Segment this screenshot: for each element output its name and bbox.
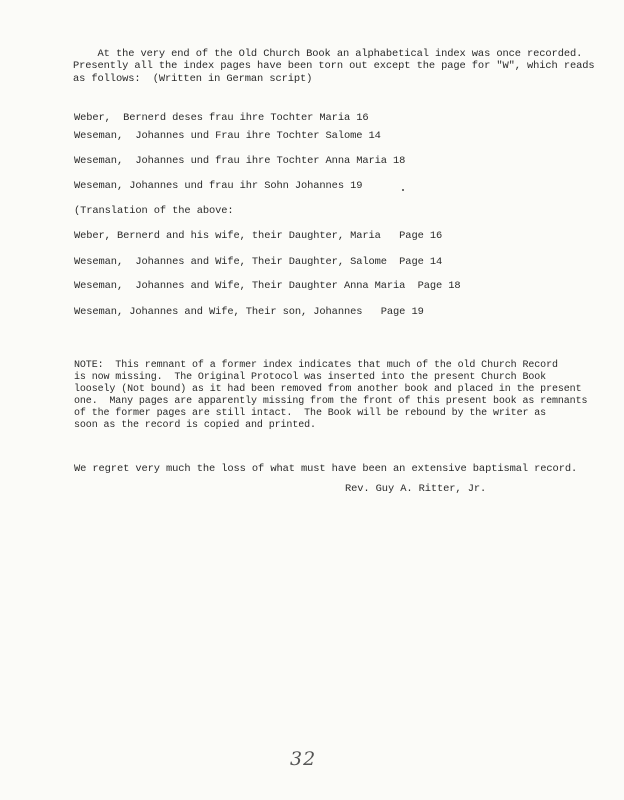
stray-mark bbox=[402, 189, 404, 191]
english-entry-johannes: Weseman, Johannes and Wife, Their son, Johannes Page 19 bbox=[74, 306, 424, 318]
page-number: 32 bbox=[290, 748, 317, 770]
german-entry-anna-maria: Weseman, Johannes und frau ihre Tochter Anna Maria 18 bbox=[74, 155, 406, 167]
translation-heading: (Translation of the above: bbox=[74, 205, 234, 217]
english-entry-weber: Weber, Bernerd and his wife, their Daughter, Maria Page 16 bbox=[74, 230, 443, 242]
intro-line-2: Presently all the index pages have been torn out except the page for "W", which reads bbox=[73, 60, 595, 72]
note-line-3: loosely (Not bound) as it had been removed from another book and placed in the present bbox=[74, 384, 582, 395]
regret-statement: We regret very much the loss of what must have been an extensive baptismal record. bbox=[74, 463, 578, 475]
intro-line-3: as follows: (Written in German script) bbox=[73, 73, 313, 85]
intro-line-1: At the very end of the Old Church Book an alphabetical index was once recorded. bbox=[73, 48, 583, 60]
signature: Rev. Guy A. Ritter, Jr. bbox=[345, 483, 487, 495]
english-entry-anna-maria: Weseman, Johannes and Wife, Their Daughter Anna Maria Page 18 bbox=[74, 280, 461, 292]
note-line-5: of the former pages are still intact. The Book will be rebound by the writer as bbox=[74, 408, 547, 419]
german-entry-weber: Weber, Bernerd deses frau ihre Tochter Maria 16 bbox=[74, 112, 369, 124]
german-entry-salome: Weseman, Johannes und Frau ihre Tochter Salome 14 bbox=[74, 130, 381, 142]
note-line-4: one. Many pages are apparently missing from the front of this present book as remnants bbox=[74, 396, 588, 407]
german-entry-johannes: Weseman, Johannes und frau ihr Sohn Johannes 19 bbox=[74, 180, 363, 192]
english-entry-salome: Weseman, Johannes and Wife, Their Daughter, Salome Page 14 bbox=[74, 256, 443, 268]
note-line-1: NOTE: This remnant of a former index indicates that much of the old Church Record bbox=[74, 360, 558, 371]
note-line-2: is now missing. The Original Protocol was inserted into the present Church Book bbox=[74, 372, 547, 383]
note-line-6: soon as the record is copied and printed. bbox=[74, 420, 316, 431]
